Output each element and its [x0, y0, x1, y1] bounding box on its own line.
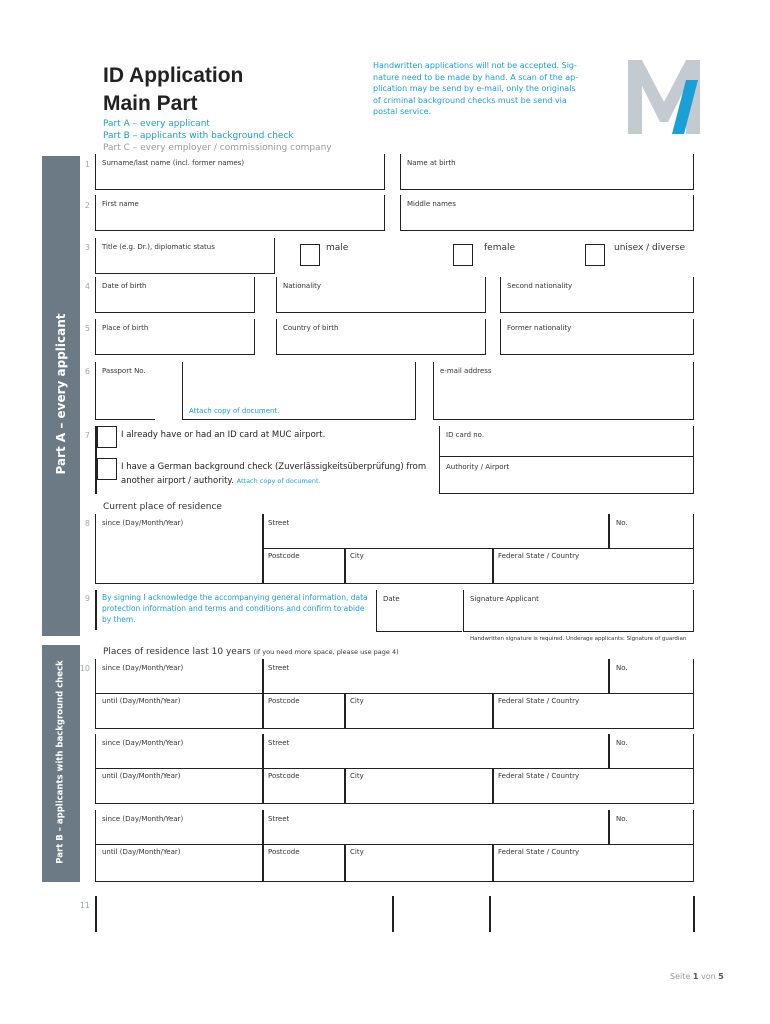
male-checkbox[interactable]: [300, 244, 320, 266]
parts-list: [103, 118, 332, 154]
nationality-label: Nationality: [283, 282, 322, 290]
city-label: City: [350, 697, 364, 705]
residence-divider: [96, 768, 262, 769]
part-b-label: Part B – applicants with background check: [103, 131, 294, 141]
id-card-divider: [440, 456, 693, 457]
sidebar-part-a-label: Part A – every applicant: [54, 313, 68, 475]
row-number: 8: [84, 519, 90, 528]
place-of-birth-label: Place of birth: [102, 324, 149, 332]
notice-line: nature need to be made by hand. A scan of the ap-: [373, 72, 579, 82]
country-of-birth-field[interactable]: [276, 319, 486, 355]
row-11-divider: [693, 896, 695, 932]
residence-divider: [96, 844, 262, 845]
row-9-divider: [95, 590, 97, 630]
page-title: [103, 62, 243, 118]
female-label: female: [484, 243, 516, 253]
authority-label: Authority / Airport: [446, 463, 510, 471]
since-label: since (Day/Month/Year): [102, 519, 184, 527]
sidebar-part-a: [42, 156, 80, 636]
row-number: 1: [84, 160, 90, 169]
notice-line: of criminal background checks must be send via: [373, 95, 567, 105]
male-label: male: [326, 243, 349, 253]
part-c-label: Part C – every employer / commissioning company: [103, 143, 332, 153]
postcode-label: Postcode: [268, 697, 300, 705]
row-number: 4: [84, 282, 90, 291]
row-number: 2: [84, 201, 90, 210]
house-number-label: No.: [616, 664, 628, 672]
city-label: City: [350, 772, 364, 780]
residence-divider: [262, 693, 693, 694]
residence-divider: [608, 734, 610, 768]
passport-number-field[interactable]: [182, 362, 416, 420]
residence-10-years-note: (if you need more space, please use page 4): [253, 648, 399, 656]
id-card-number-label: ID card no.: [446, 431, 485, 439]
street-label: Street: [268, 664, 290, 672]
residence-block-3: [95, 810, 694, 882]
residence-divider: [344, 548, 346, 584]
postcode-label: Postcode: [268, 552, 300, 560]
residence-divider: [262, 810, 264, 881]
muc-id-card-label: I already have or had an ID card at MUC airport.: [121, 430, 326, 440]
residence-block-1: [95, 659, 694, 729]
current-residence-heading: Current place of residence: [103, 502, 222, 512]
muc-id-card-checkbox[interactable]: [97, 426, 117, 448]
row-11-divider: [392, 896, 394, 932]
row-number: 6: [84, 367, 90, 376]
page-prefix: Seite: [670, 972, 691, 981]
signature-field[interactable]: [463, 590, 694, 632]
country-of-birth-label: Country of birth: [283, 324, 339, 332]
row-number: 10: [79, 664, 90, 673]
email-label: e-mail address: [440, 367, 492, 375]
residence-10-years-heading: [103, 647, 399, 657]
part-a-label: Part A – every applicant: [103, 119, 210, 129]
second-nationality-label: Second nationality: [507, 282, 573, 290]
residence-divider: [344, 844, 346, 882]
nationality-field[interactable]: [276, 277, 486, 313]
sidebar-part-b-label: Part B – applicants with background check: [55, 660, 66, 864]
row-number: 11: [79, 901, 90, 910]
row-number: 9: [84, 594, 90, 603]
id-card-authority-field[interactable]: [439, 426, 694, 494]
signature-date-field[interactable]: [376, 590, 462, 632]
residence-divider: [262, 768, 693, 769]
residence-divider: [492, 693, 494, 729]
since-label: since (Day/Month/Year): [102, 815, 184, 823]
unisex-checkbox[interactable]: [585, 244, 605, 266]
german-background-check-line2: [121, 476, 321, 486]
house-number-label: No.: [616, 739, 628, 747]
row-number: 5: [84, 324, 90, 333]
page-number: [670, 972, 724, 981]
german-background-check-checkbox[interactable]: [97, 458, 117, 480]
until-label: until (Day/Month/Year): [102, 697, 181, 705]
attach-document-note: Attach copy of document.: [189, 407, 280, 415]
until-label: until (Day/Month/Year): [102, 772, 181, 780]
second-nationality-field[interactable]: [500, 277, 694, 313]
notice-text: [373, 60, 578, 118]
title-field[interactable]: [95, 238, 275, 274]
residence-divider: [492, 768, 494, 804]
street-label: Street: [268, 739, 290, 747]
sidebar-part-b: [42, 645, 80, 882]
current-page: 1: [692, 972, 699, 981]
former-nationality-label: Former nationality: [507, 324, 572, 332]
residence-divider: [344, 768, 346, 804]
since-label: since (Day/Month/Year): [102, 664, 184, 672]
title-line-1: ID Application: [103, 64, 244, 87]
until-label: until (Day/Month/Year): [102, 848, 181, 856]
german-background-check-text: another airport / authority.: [121, 476, 234, 486]
former-nationality-field[interactable]: [500, 319, 694, 355]
signature-note: Handwritten signature is required. Underage applicants: Signature of guardian: [470, 636, 687, 642]
date-of-birth-label: Date of birth: [102, 282, 147, 290]
residence-block-2: [95, 734, 694, 804]
birth-name-field[interactable]: [400, 154, 694, 190]
title-line-2: Main Part: [103, 92, 198, 115]
first-name-field[interactable]: [95, 195, 385, 231]
passport-label: Passport No.: [102, 367, 146, 375]
residence-divider: [608, 514, 610, 548]
notice-line: plication may be send by e-mail, only the originals: [373, 84, 576, 93]
munich-airport-logo: [628, 60, 700, 134]
row-11-divider: [489, 896, 491, 932]
notice-line: Handwritten applications will not be accepted. Sig-: [373, 61, 577, 70]
row-11-divider: [95, 896, 97, 932]
first-name-label: First name: [102, 200, 139, 208]
middle-names-field[interactable]: [400, 195, 694, 231]
residence-divider: [262, 844, 693, 845]
residence-divider: [492, 548, 494, 584]
postcode-label: Postcode: [268, 848, 300, 856]
middle-names-label: Middle names: [407, 200, 456, 208]
birth-name-label: Name at birth: [407, 159, 456, 167]
residence-10-years-title: Places of residence last 10 years: [103, 647, 251, 657]
total-pages: 5: [718, 972, 724, 981]
state-country-label: Federal State / Country: [498, 848, 580, 856]
since-label: since (Day/Month/Year): [102, 739, 184, 747]
city-label: City: [350, 552, 364, 560]
residence-divider: [608, 659, 610, 693]
house-number-label: No.: [616, 519, 628, 527]
unisex-label: unisex / diverse: [614, 243, 686, 253]
city-label: City: [350, 848, 364, 856]
state-country-label: Federal State / Country: [498, 552, 580, 560]
german-background-check-label: I have a German background check (Zuverlässigkeitsüberprüfung) from: [121, 462, 427, 472]
email-field[interactable]: [433, 362, 694, 420]
signature-label: Signature Applicant: [470, 595, 539, 603]
title-label: Title (e.g. Dr.), diplomatic status: [102, 243, 215, 251]
surname-label: Surname/last name (incl. former names): [102, 159, 245, 167]
consent-text: By signing I acknowledge the accompanying general information, data protection information and terms and conditions and confirm to abide by them.: [102, 593, 368, 624]
passport-label-cell: [95, 362, 155, 420]
residence-divider: [96, 693, 262, 694]
date-of-birth-field[interactable]: [95, 277, 255, 313]
residence-divider: [262, 548, 693, 549]
date-label: Date: [383, 595, 400, 603]
row-number: 7: [84, 431, 90, 440]
residence-divider: [608, 810, 610, 844]
residence-divider: [344, 693, 346, 729]
street-label: Street: [268, 519, 290, 527]
postcode-label: Postcode: [268, 772, 300, 780]
page-separator: von: [700, 972, 716, 981]
state-country-label: Federal State / Country: [498, 772, 580, 780]
female-checkbox[interactable]: [453, 244, 473, 266]
attach-document-note: Attach copy of document.: [236, 477, 321, 485]
place-of-birth-field[interactable]: [95, 319, 255, 355]
row-number: 3: [84, 243, 90, 252]
current-residence-block: [95, 514, 694, 584]
residence-divider: [492, 844, 494, 882]
surname-field[interactable]: [95, 154, 385, 190]
notice-line: postal service.: [373, 107, 432, 116]
street-label: Street: [268, 815, 290, 823]
state-country-label: Federal State / Country: [498, 697, 580, 705]
house-number-label: No.: [616, 815, 628, 823]
